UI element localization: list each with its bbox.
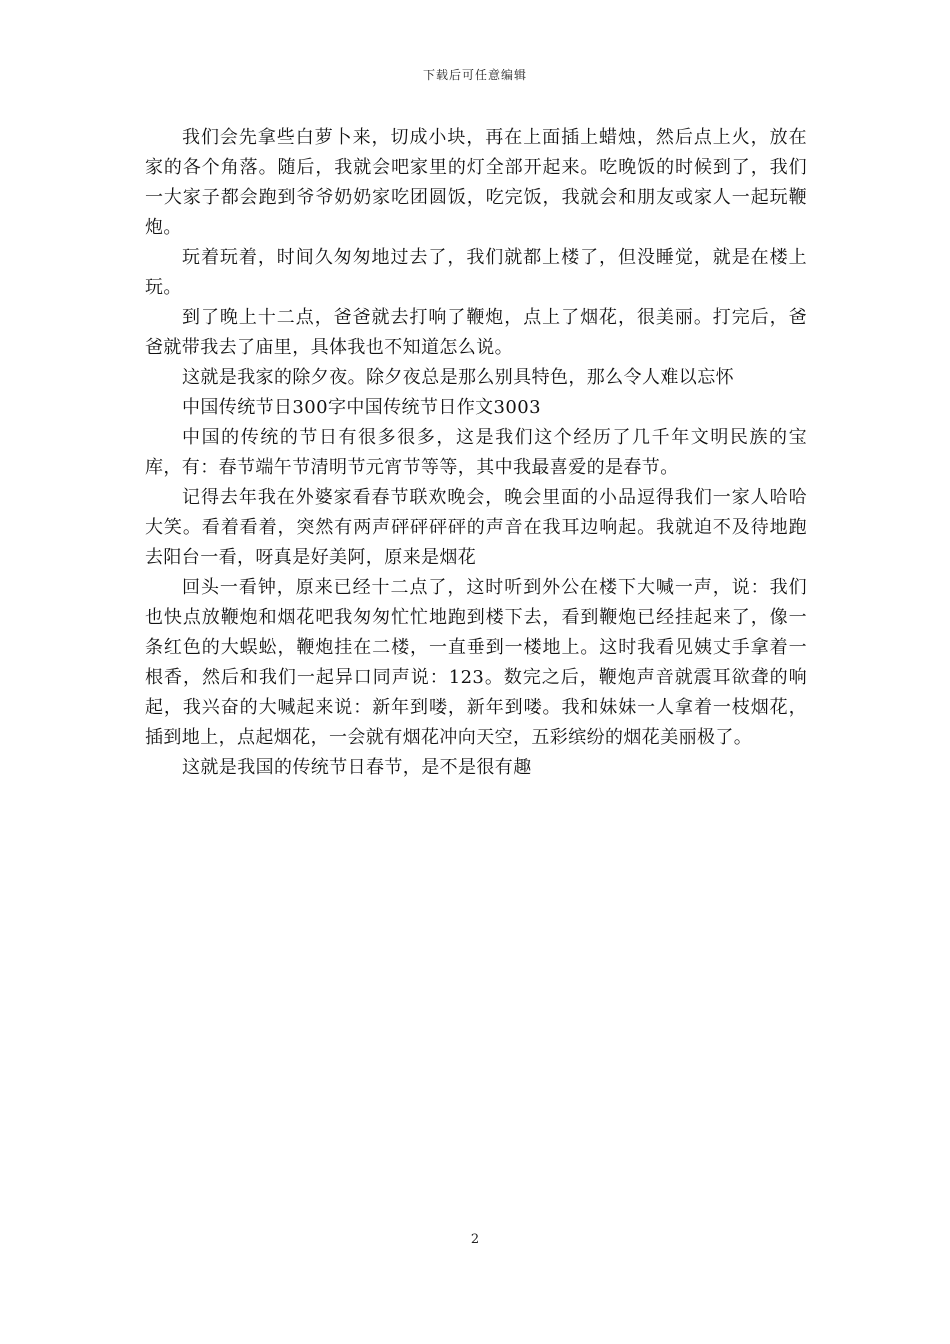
paragraph: 玩着玩着，时间久匆匆地过去了，我们就都上楼了，但没睡觉，就是在楼上玩。 bbox=[145, 247, 807, 298]
paragraph: 这就是我国的传统节日春节，是不是很有趣 bbox=[182, 757, 532, 778]
paragraph: 到了晚上十二点，爸爸就去打响了鞭炮，点上了烟花，很美丽。打完后，爸爸就带我去了庙里，具体我也不知道怎么说。 bbox=[145, 307, 807, 358]
paragraph: 中国的传统的节日有很多很多，这是我们这个经历了几千年文明民族的宝库，有：春节端午节清明节元宵节等等，其中我最喜爱的是春节。 bbox=[145, 427, 807, 478]
page-number: 2 bbox=[470, 1232, 480, 1247]
page-header: 下载后可任意编辑 bbox=[422, 68, 527, 82]
paragraph: 回头一看钟，原来已经十二点了，这时听到外公在楼下大喊一声，说：我们也快点放鞭炮和烟花吧我匆匆忙忙地跑到楼下去，看到鞭炮已经挂起来了，像一条红色的大蜈蚣，鞭炮挂在二楼，一直垂到一楼地上。这时我看见姨丈手拿着一根香，然后和我们一起异口同声说：123。数完之后，鞭炮声音就震耳欲聋的响起，我兴奋的大喊起来说：新年到喽，新年到喽。我和妹妹一人拿着一枝烟花，插到地上，点起烟花，一会就有烟花冲向天空，五彩缤纷的烟花美丽极了。 bbox=[145, 577, 807, 748]
paragraph: 我们会先拿些白萝卜来，切成小块，再在上面插上蜡烛，然后点上火，放在家的各个角落。随后，我就会吧家里的灯全部开起来。吃晚饭的时候到了，我们一大家子都会跑到爷爷奶奶家吃团圆饭，吃完饭，我就会和朋友或家人一起玩鞭炮。 bbox=[145, 127, 807, 238]
document-body bbox=[145, 123, 807, 783]
paragraph: 记得去年我在外婆家看春节联欢晚会，晚会里面的小品逗得我们一家人哈哈大笑。看着看着，突然有两声砰砰砰砰的声音在我耳边响起。我就迫不及待地跑去阳台一看，呀真是好美阿，原来是烟花 bbox=[145, 487, 807, 568]
section-title: 中国传统节日300字中国传统节日作文3003 bbox=[182, 397, 541, 418]
paragraph: 这就是我家的除夕夜。除夕夜总是那么别具特色，那么令人难以忘怀 bbox=[182, 367, 734, 388]
